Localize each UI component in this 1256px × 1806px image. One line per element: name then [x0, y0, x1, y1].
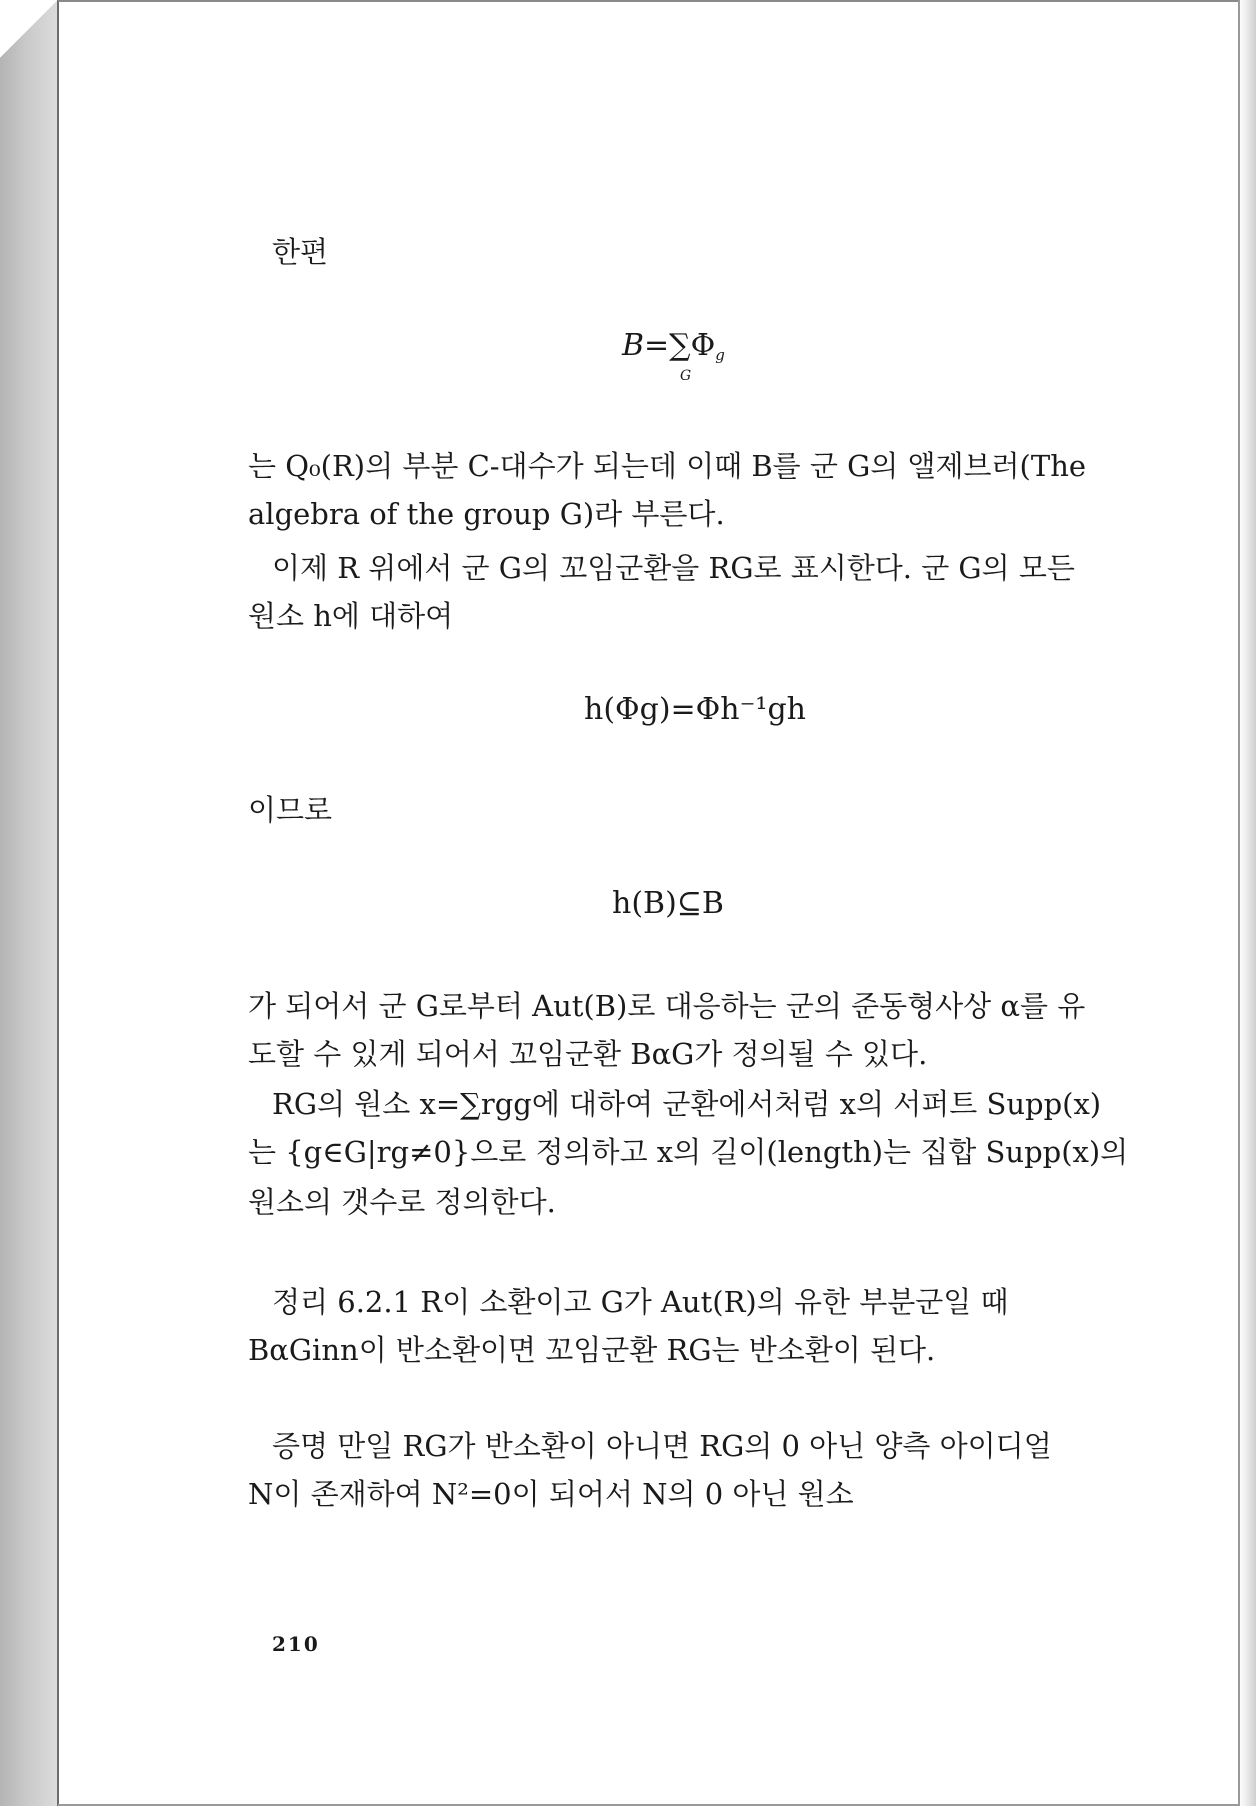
equation-h-phi: h(Φg)=Φh⁻¹gh	[584, 692, 806, 727]
book-spine-edge	[0, 0, 58, 1806]
page-number: 210	[272, 1632, 320, 1656]
paragraph-2-line-2: 원소 h에 대하여	[248, 599, 454, 633]
equation-hB-subset: h(B)⊆B	[612, 886, 724, 921]
page-top-border	[58, 0, 1238, 2]
text-line-hanpyeon: 한편	[272, 235, 329, 269]
paragraph-3-line-1: 가 되어서 군 G로부터 Aut(B)로 대응하는 군의 준동형사상 α를 유	[248, 989, 1086, 1023]
proof-line-1: 증명 만일 RG가 반소환이 아니면 RG의 0 아닌 양측 아이디얼	[272, 1429, 1052, 1463]
eq-B-lhs: B	[622, 328, 645, 363]
eq-B-sub: g	[715, 346, 725, 364]
page-right-shadow	[1238, 0, 1256, 1806]
theorem-line-1: 정리 6.2.1 R이 소환이고 G가 Aut(R)의 유한 부분군일 때	[272, 1285, 1009, 1319]
paragraph-4-line-3: 원소의 갯수로 정의한다.	[248, 1185, 556, 1219]
paragraph-1-line-2: algebra of the group G)라 부른다.	[248, 497, 725, 531]
book-corner	[0, 0, 58, 58]
paragraph-2-line-1: 이제 R 위에서 군 G의 꼬임군환을 RG로 표시한다. 군 G의 모든	[272, 551, 1075, 585]
proof-line-2: N이 존재하여 N²=0이 되어서 N의 0 아닌 원소	[248, 1477, 854, 1511]
spine-divider	[57, 0, 59, 1806]
eq-B-op: =∑Φ	[644, 328, 716, 363]
paragraph-4-line-1: RG의 원소 x=∑rgg에 대하여 군환에서처럼 x의 서퍼트 Supp(x)	[272, 1087, 1102, 1121]
text-line-imeuro: 이므로	[248, 793, 333, 827]
paragraph-4-line-2: 는 {g∈G|rg≠0}으로 정의하고 x의 길이(length)는 집합 Supp(x)의	[248, 1135, 1129, 1169]
equation-B-sum	[622, 328, 725, 384]
theorem-line-2: BαGinn이 반소환이면 꼬임군환 RG는 반소환이 된다.	[248, 1333, 936, 1367]
paragraph-3-line-2: 도할 수 있게 되어서 꼬임군환 BαG가 정의될 수 있다.	[248, 1037, 928, 1071]
paragraph-1-line-1: 는 Q₀(R)의 부분 C-대수가 되는데 이때 B를 군 G의 앨제브러(The	[248, 449, 1087, 483]
page-right-border	[1238, 0, 1240, 1806]
eq-B-sum-index: G	[680, 368, 692, 384]
